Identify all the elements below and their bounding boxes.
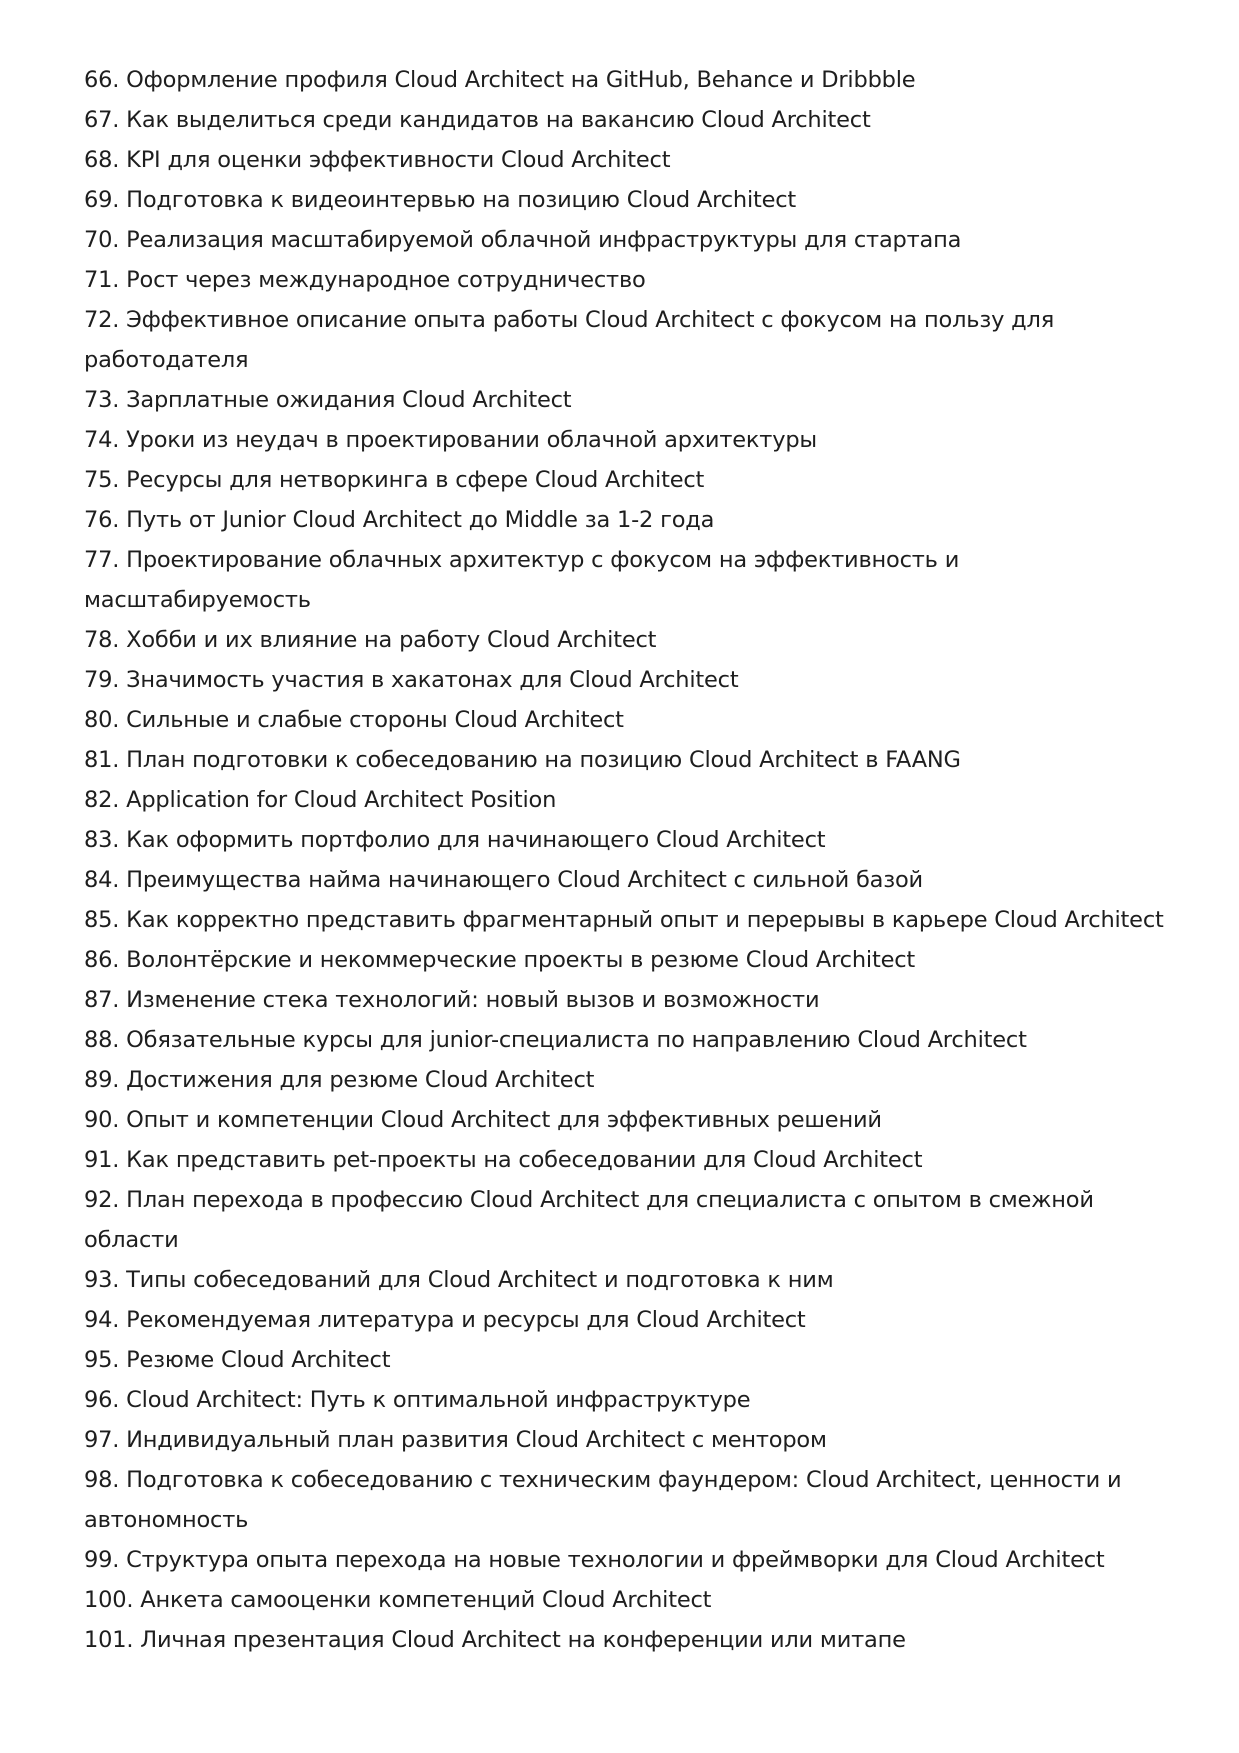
- list-item: 75. Ресурсы для нетворкинга в сфере Cloud Architect: [84, 467, 705, 493]
- list-item: 74. Уроки из неудач в проектировании облачной архитектуры: [84, 427, 817, 453]
- list-item: 87. Изменение стека технологий: новый вызов и возможности: [84, 987, 820, 1013]
- list-item: 89. Достижения для резюме Cloud Architect: [84, 1067, 595, 1093]
- list-item: 86. Волонтёрские и некоммерческие проекты в резюме Cloud Architect: [84, 947, 916, 973]
- list-item: 84. Преимущества найма начинающего Cloud Architect с сильной базой: [84, 867, 923, 893]
- list-item: 98. Подготовка к собеседованию с техническим фаундером: Cloud Architect, ценности и автономность: [84, 1467, 1122, 1533]
- list-item: 76. Путь от Junior Cloud Architect до Middle за 1-2 года: [84, 507, 715, 533]
- list-item: 101. Личная презентация Cloud Architect на конференции или митапе: [84, 1627, 906, 1653]
- list-item: 78. Хобби и их влияние на работу Cloud Architect: [84, 627, 657, 653]
- list-item: 68. KPI для оценки эффективности Cloud Architect: [84, 147, 671, 173]
- list-item: 90. Опыт и компетенции Cloud Architect для эффективных решений: [84, 1107, 882, 1133]
- list-item: 70. Реализация масштабируемой облачной инфраструктуры для стартапа: [84, 227, 962, 253]
- list-item: 81. План подготовки к собеседованию на позицию Cloud Architect в FAANG: [84, 747, 961, 773]
- document-page: [84, 60, 1174, 1660]
- list-item: 94. Рекомендуемая литература и ресурсы для Cloud Architect: [84, 1307, 806, 1333]
- list-item: 67. Как выделиться среди кандидатов на вакансию Cloud Architect: [84, 107, 871, 133]
- list-item: 71. Рост через международное сотрудничество: [84, 267, 646, 293]
- list-item: 88. Обязательные курсы для junior-специалиста по направлению Cloud Architect: [84, 1027, 1027, 1053]
- list-item: 91. Как представить pet-проекты на собеседовании для Cloud Architect: [84, 1147, 923, 1173]
- list-item: 80. Сильные и слабые стороны Cloud Architect: [84, 707, 624, 733]
- list-item: 99. Структура опыта перехода на новые технологии и фреймворки для Cloud Architect: [84, 1547, 1105, 1573]
- list-item: 82. Application for Cloud Architect Position: [84, 787, 557, 813]
- list-item: 69. Подготовка к видеоинтервью на позицию Cloud Architect: [84, 187, 797, 213]
- list-item: 97. Индивидуальный план развития Cloud Architect с ментором: [84, 1427, 827, 1453]
- list-item: 85. Как корректно представить фрагментарный опыт и перерывы в карьере Cloud Architect: [84, 907, 1164, 933]
- list-item: 73. Зарплатные ожидания Cloud Architect: [84, 387, 572, 413]
- list-item: 66. Оформление профиля Cloud Architect на GitHub, Behance и Dribbble: [84, 67, 916, 93]
- list-item: 72. Эффективное описание опыта работы Cloud Architect с фокусом на пользу для работодателя: [84, 307, 1055, 373]
- list-item: 79. Значимость участия в хакатонах для Cloud Architect: [84, 667, 739, 693]
- list-item: 100. Анкета самооценки компетенций Cloud Architect: [84, 1587, 712, 1613]
- list-item: 92. План перехода в профессию Cloud Architect для специалиста с опытом в смежной области: [84, 1187, 1094, 1253]
- list-item: 95. Резюме Cloud Architect: [84, 1347, 391, 1373]
- list-item: 77. Проектирование облачных архитектур с фокусом на эффективность и масштабируемость: [84, 547, 960, 613]
- list-item: 83. Как оформить портфолио для начинающего Cloud Architect: [84, 827, 826, 853]
- list-item: 96. Cloud Architect: Путь к оптимальной инфраструктуре: [84, 1387, 751, 1413]
- list-item: 93. Типы собеседований для Cloud Architect и подготовка к ним: [84, 1267, 834, 1293]
